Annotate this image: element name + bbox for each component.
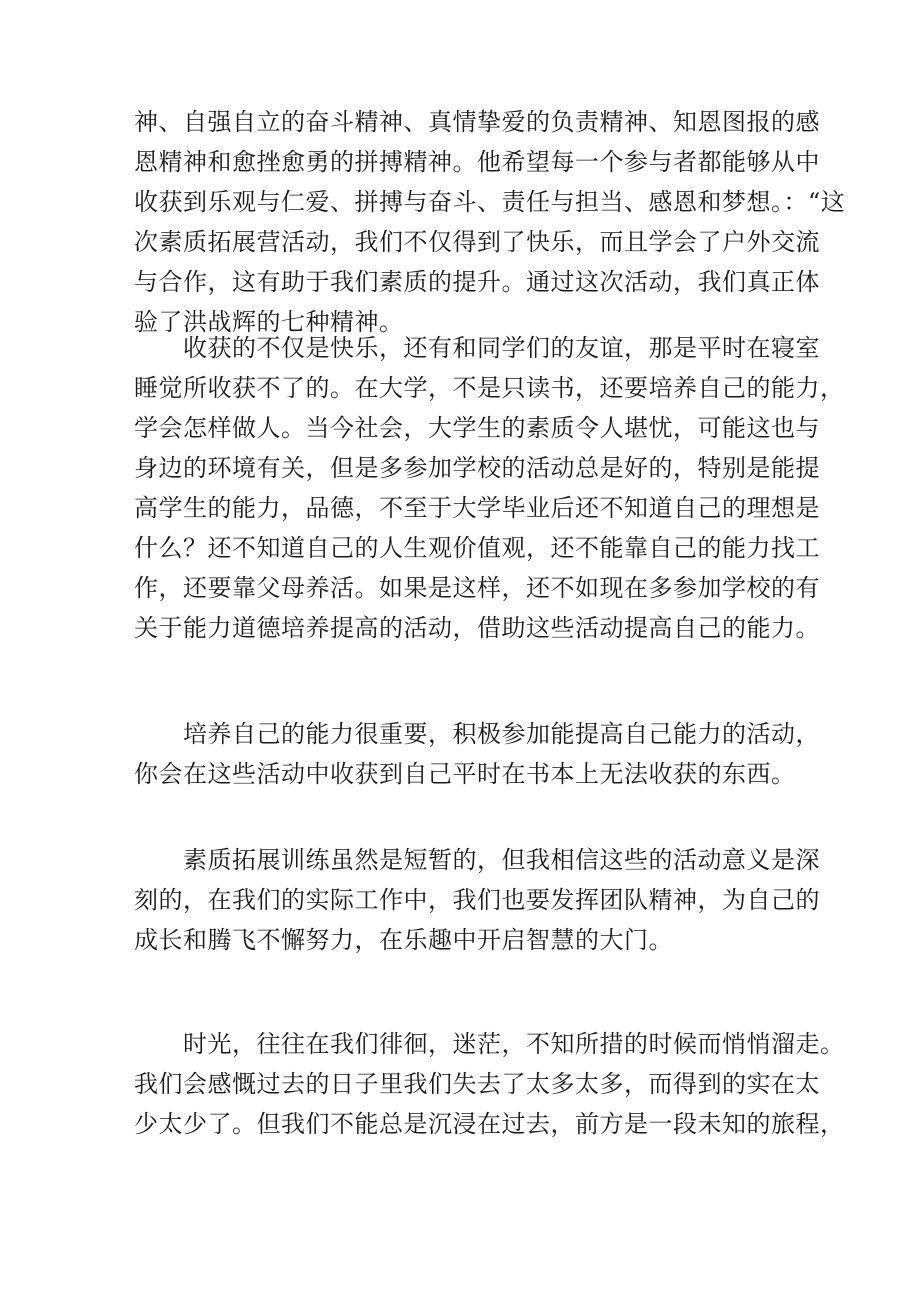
text-line: 收获到乐观与仁爱、拼搏与奋斗、责任与担当、感恩和梦想。：“这 [134, 188, 846, 216]
text-line: 培养自己的能力很重要，积极参加能提高自己能力的活动， [134, 720, 820, 748]
text-line: 验了洪战辉的七种精神。 [134, 308, 404, 336]
text-line: 你会在这些活动中收获到自己平时在书本上无法收获的东西。 [134, 760, 796, 788]
text-line: 刻的，在我们的实际工作中，我们也要发挥团队精神，为自己的 [134, 886, 820, 914]
paragraph-3 [134, 714, 820, 794]
paragraph-1 [134, 102, 846, 342]
paragraph-4 [134, 840, 820, 960]
text-line: 时光，往往在我们徘徊，迷茫，不知所措的时候而悄悄溜走。 [134, 1030, 845, 1058]
text-line: 身边的环境有关，但是多参加学校的活动总是好的，特别是能提 [134, 454, 820, 482]
text-line: 我们会感慨过去的日子里我们失去了太多太多，而得到的实在太 [134, 1070, 820, 1098]
text-line: 与合作，这有助于我们素质的提升。通过这次活动，我们真正体 [134, 268, 820, 296]
text-line: 次素质拓展营活动，我们不仅得到了快乐，而且学会了户外交流 [134, 228, 820, 256]
text-line: 关于能力道德培养提高的活动，借助这些活动提高自己的能力。 [134, 614, 820, 642]
text-line: 高学生的能力，品德，不至于大学毕业后还不知道自己的理想是 [134, 494, 820, 522]
text-line: 成长和腾飞不懈努力，在乐趣中开启智慧的大门。 [134, 926, 673, 954]
text-line: 学会怎样做人。当今社会，大学生的素质令人堪忧，可能这也与 [134, 414, 820, 442]
text-line: 什么？还不知道自己的人生观价值观，还不能靠自己的能力找工 [134, 534, 820, 562]
text-line: 少太少了。但我们不能总是沉浸在过去，前方是一段未知的旅程， [134, 1110, 845, 1138]
text-line: 素质拓展训练虽然是短暂的，但我相信这些的活动意义是深 [134, 846, 820, 874]
paragraph-2 [134, 328, 845, 648]
text-line: 恩精神和愈挫愈勇的拼搏精神。他希望每一个参与者都能够从中 [134, 148, 820, 176]
paragraph-5 [134, 1024, 845, 1144]
text-line: 睡觉所收获不了的。在大学，不是只读书，还要培养自己的能力， [134, 374, 845, 402]
text-line: 作，还要靠父母养活。如果是这样，还不如现在多参加学校的有 [134, 574, 820, 602]
text-line: 收获的不仅是快乐，还有和同学们的友谊，那是平时在寝室 [134, 334, 820, 362]
text-line: 神、自强自立的奋斗精神、真情挚爱的负责精神、知恩图报的感 [134, 108, 820, 136]
